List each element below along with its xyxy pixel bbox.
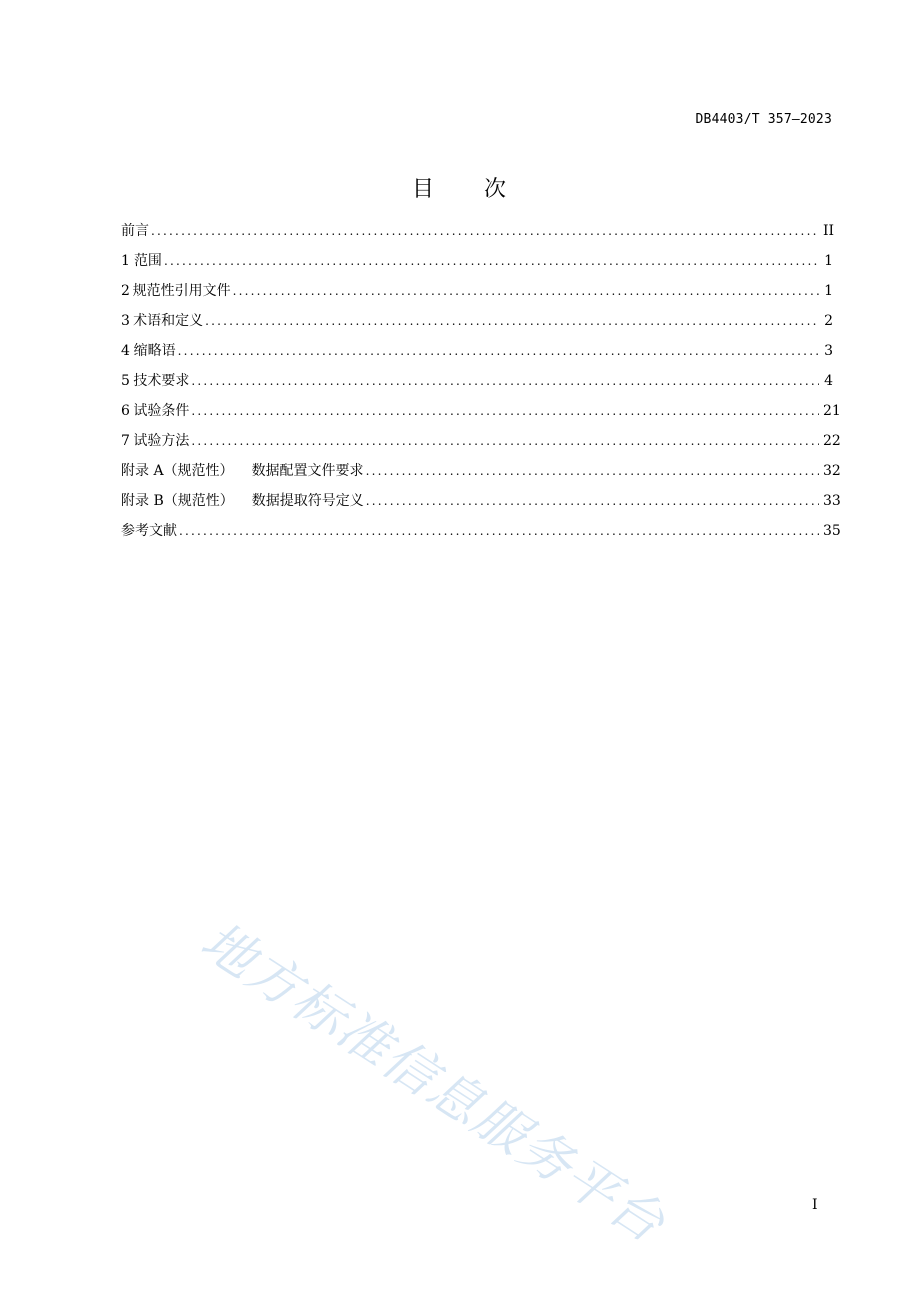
toc-leader-dots: [366, 490, 819, 512]
toc-entry-test-methods[interactable]: [121, 430, 841, 460]
toc-entry-number: 4: [121, 343, 130, 359]
toc-entry-scope[interactable]: [121, 250, 833, 280]
document-code: DB4403/T 357—2023: [695, 112, 832, 127]
toc-entry-label: 参考文献: [121, 523, 177, 539]
toc-leader-dots: [205, 310, 819, 332]
toc-entry-foreword[interactable]: [121, 220, 833, 250]
toc-entry-technical-requirements[interactable]: [121, 370, 833, 400]
toc-entry-appendix-b[interactable]: [121, 490, 841, 520]
toc-leader-dots: [178, 340, 819, 362]
toc-entry-page: II: [823, 223, 835, 239]
toc-entry-number: 6: [121, 403, 130, 419]
toc-entry-page: 35: [823, 523, 841, 539]
toc-entry-label: 技术要求: [133, 373, 190, 389]
toc-leader-dots: [366, 460, 819, 482]
toc-entry-label: 试验条件: [133, 403, 190, 419]
toc-entry-page: 33: [823, 493, 841, 509]
page-number: I: [812, 1197, 818, 1213]
toc-entry-label: 术语和定义: [133, 313, 204, 329]
toc-entry-normative-references[interactable]: [121, 280, 833, 310]
toc-entry-label: [121, 490, 364, 512]
toc-entry-number: 2: [121, 283, 130, 299]
toc-leader-dots: [233, 280, 819, 302]
toc-entry-bibliography[interactable]: [121, 520, 841, 550]
toc-entry-page: 1: [824, 253, 833, 269]
toc-entry-number: 7: [121, 433, 130, 449]
toc-appendix-tag: 附录 A（规范性）: [121, 463, 234, 479]
toc-entry-test-conditions[interactable]: [121, 400, 841, 430]
toc-leader-dots: [191, 400, 819, 422]
toc-entry-page: 21: [823, 403, 841, 419]
toc-appendix-tag: 附录 B（规范性）: [121, 493, 234, 509]
toc-entry-page: 32: [823, 463, 841, 479]
toc-entry-label: 试验方法: [133, 433, 190, 449]
toc-entry-number: 1: [121, 253, 130, 269]
toc-title-part2: 次: [484, 177, 509, 202]
toc-entry-label: [121, 460, 364, 482]
toc-entry-label: 范围: [133, 253, 162, 269]
toc-entry-label: 缩略语: [133, 343, 176, 359]
toc-title: [0, 172, 920, 203]
toc-title-part1: 目: [411, 177, 436, 202]
watermark: 地方标准信息服务平台: [190, 910, 676, 1256]
toc-leader-dots: [151, 220, 819, 242]
toc-entry-number: 5: [121, 373, 130, 389]
toc-entry-terms-definitions[interactable]: [121, 310, 833, 340]
toc-entry-abbreviations[interactable]: [121, 340, 833, 370]
toc-entry-page: 22: [823, 433, 841, 449]
toc-leader-dots: [179, 520, 819, 542]
toc-appendix-title: 数据提取符号定义: [251, 493, 364, 509]
toc-entry-page: 1: [824, 283, 833, 299]
toc-entry-page: 4: [824, 373, 833, 389]
toc-entry-page: 2: [824, 313, 833, 329]
toc-leader-dots: [191, 370, 819, 392]
toc-entry-label: 规范性引用文件: [132, 283, 231, 299]
toc-entry-label: 前言: [121, 223, 149, 239]
toc-entry-appendix-a[interactable]: [121, 460, 841, 490]
table-of-contents: [121, 220, 841, 550]
toc-leader-dots: [191, 430, 819, 452]
toc-appendix-title: 数据配置文件要求: [251, 463, 364, 479]
toc-entry-number: 3: [121, 313, 130, 329]
toc-leader-dots: [164, 250, 819, 272]
toc-entry-page: 3: [824, 343, 833, 359]
